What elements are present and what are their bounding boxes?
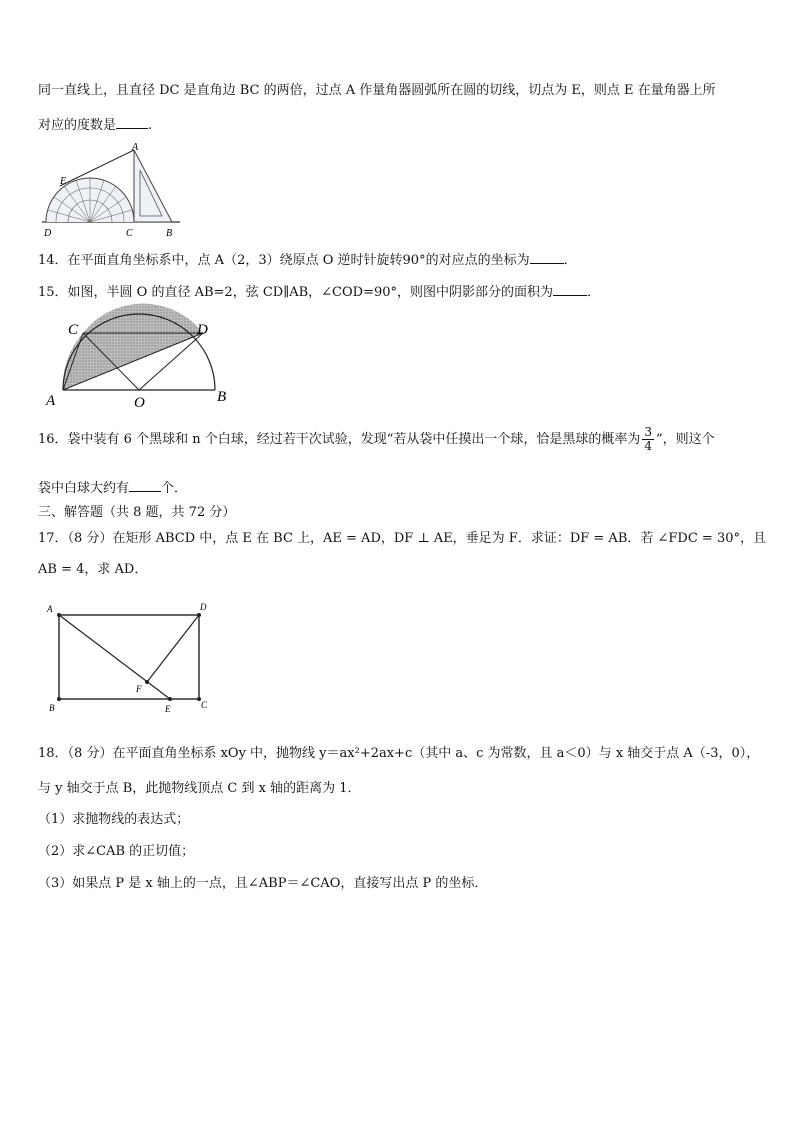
label-a: A [46, 393, 56, 409]
q13-line2-text: 对应的度数是 [38, 118, 117, 133]
section-title: 三、解答题（共 8 题，共 72 分） [38, 505, 236, 520]
q15-text: 15．如图，半圆 O 的直径 AB=2，弦 CD∥AB，∠COD=90°，则图中阴影部分的面积为 [38, 285, 554, 300]
protractor-figure [40, 140, 190, 240]
q18-sub3: （3）如果点 P 是 x 轴上的一点，且∠ABP＝∠CAO，直接写出点 P 的坐标． [38, 876, 488, 891]
q14-end: ． [563, 253, 577, 268]
fraction-numerator: 3 [644, 425, 653, 439]
semicircle-figure [40, 306, 240, 411]
label-b: B [166, 228, 173, 239]
label-f: F [136, 684, 142, 694]
q14-text: 14．在平面直角坐标系中，点 A（2，3）绕原点 O 逆时针旋转90°的对应点的坐标为 [38, 253, 530, 268]
label-o: O [134, 395, 145, 411]
q17-line2: AB = 4，求 AD． [38, 562, 148, 577]
label-c: C [126, 228, 133, 239]
q13-line1: 同一直线上，且直径 DC 是直角边 BC 的两倍，过点 A 作量角器圆弧所在圆的切线，切点为 E，则点 E 在量角器上所 [38, 83, 716, 98]
q14 [38, 251, 577, 270]
q15 [38, 283, 600, 302]
q13-line2 [38, 116, 152, 135]
rectangle-figure [44, 600, 224, 715]
label-e: E [165, 704, 171, 714]
q16-text-b: ”，则这个 [656, 432, 715, 447]
label-c: C [68, 322, 79, 338]
q18-sub1: （1）求抛物线的表达式； [38, 812, 190, 827]
q16-line2 [38, 479, 187, 498]
label-c: C [201, 700, 208, 710]
q15-end: ． [587, 285, 601, 300]
q18-sub2: （2）求∠CAB 的正切值； [38, 844, 195, 859]
label-a: A [132, 142, 139, 153]
q18-line2: 与 y 轴交于点 B，此抛物线顶点 C 到 x 轴的距离为 1． [38, 781, 361, 796]
label-b: B [217, 389, 227, 405]
q16-line2-end: 个． [161, 481, 188, 496]
answer-blank [530, 251, 564, 264]
label-a: A [47, 604, 53, 614]
q17-line1: 17．（8 分）在矩形 ABCD 中，点 E 在 BC 上，AE = AD，DF ⊥ AE，垂足为 F．求证：DF = AB．若 ∠FDC = 30°，且 [38, 531, 766, 546]
label-b: B [49, 703, 55, 713]
q16-line1 [38, 425, 715, 455]
answer-blank [553, 283, 587, 296]
probability-fraction [642, 426, 654, 453]
answer-blank [129, 479, 161, 492]
q16-text-a: 16．袋中装有 6 个黑球和 n 个白球，经过若干次试验，发现“若从袋中任摸出一个球，恰是黑球的概率为 [38, 432, 641, 447]
label-d: D [44, 228, 52, 239]
q13-line2-end: . [148, 118, 153, 133]
answer-blank [116, 116, 148, 129]
label-d: D [200, 602, 207, 612]
label-e: E [60, 176, 67, 187]
q16-line2-text: 袋中白球大约有 [38, 481, 130, 496]
q18-line1: 18．（8 分）在平面直角坐标系 xOy 中，抛物线 y＝ax²+2ax+c（其中 a、c 为常数，且 a＜0）与 x 轴交于点 A（-3，0）， [38, 746, 760, 761]
fraction-denominator: 4 [644, 439, 653, 453]
label-d: D [197, 322, 208, 338]
